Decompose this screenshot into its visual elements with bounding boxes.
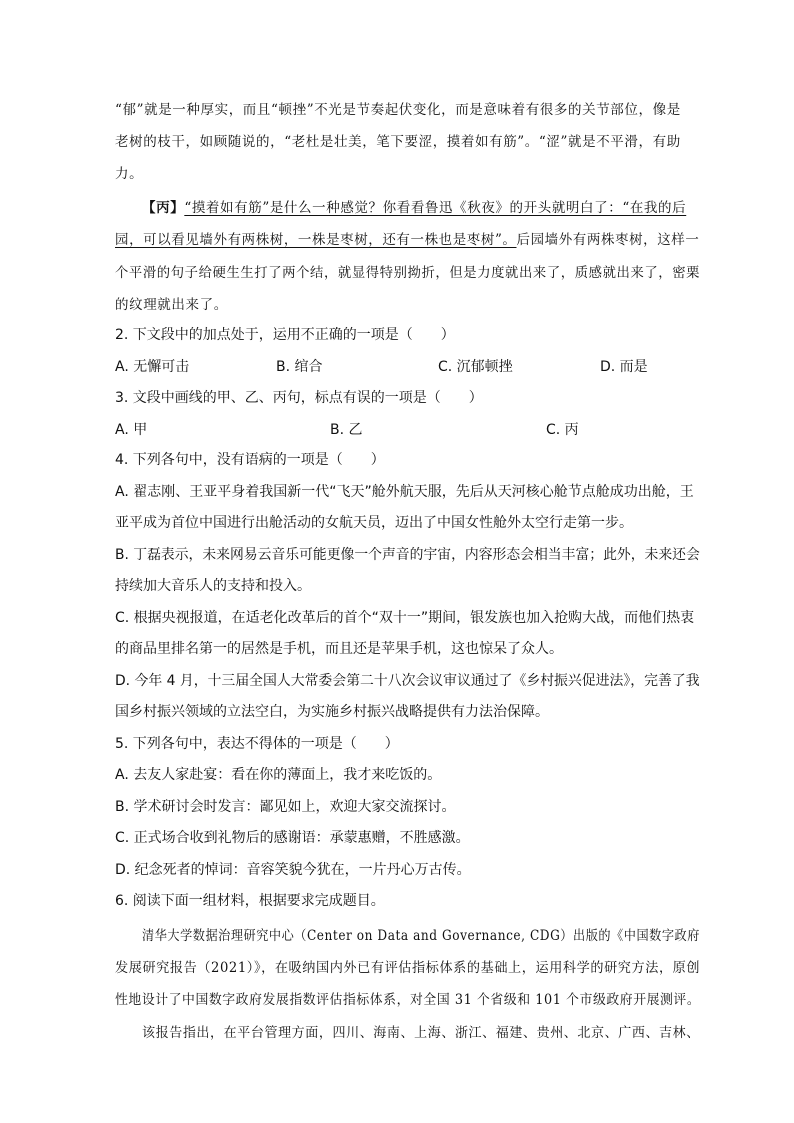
q4-option-b-line-2: 持续加大音乐人的支持和投入。 <box>115 578 311 594</box>
q4-option-a-line-1: A. 翟志刚、王亚平身着我国新一代“飞天”舱外航天服，先后从天河核心舱节点舱成功出舱，王 <box>115 484 694 500</box>
q2-option-c: C. 沉郁顿挫 <box>438 359 513 375</box>
q4-option-b-line-1: B. 丁磊表示，未来网易云音乐可能更像一个声音的宇宙，内容形态会相当丰富；此外，未来还会 <box>115 547 700 563</box>
q4-option-a-line-2: 亚平成为首位中国进行出舱活动的女航天员，迈出了中国女性舱外太空行走第一步。 <box>115 515 633 531</box>
passage-p2-line-4: 的纹理就出来了。 <box>115 297 228 313</box>
q3-option-b: B. 乙 <box>330 422 363 438</box>
q5-option-c: C. 正式场合收到礼物后的感谢语：承蒙惠赠，不胜感激。 <box>115 830 470 846</box>
q6-material-1-line-2: 发展研究报告（2021）》，在吸纳国内外已有评估指标体系的基础上，运用科学的研究方法，原创 <box>115 960 701 976</box>
q4-option-c-line-2: 的商品里排名第一的居然是手机，而且还是苹果手机，这也惊呆了众人。 <box>115 641 563 657</box>
q2-stem: 2. 下文段中的加点处于，运用不正确的一项是（ ） <box>115 327 455 343</box>
passage-p2-line-2 <box>115 228 699 248</box>
q5-option-b: B. 学术研讨会时发言：鄙见如上，欢迎大家交流探讨。 <box>115 799 456 815</box>
q4-option-d-line-2: 国乡村振兴领域的立法空白，为实施乡村振兴战略提供有力法治保障。 <box>115 704 549 720</box>
passage-p1-line-3: 力。 <box>115 166 144 182</box>
passage-p2-rest: 后园墙外有两株枣树，这样一 <box>516 232 700 248</box>
q3-option-c: C. 丙 <box>546 422 579 438</box>
label-bing: 【丙】 <box>142 200 185 216</box>
q3-stem: 3. 文段中画线的甲、乙、丙句，标点有误的一项是（ ） <box>115 390 483 406</box>
passage-p1-line-1: “郁”就是一种厚实，而且“顿挫”不光是节奏起伏变化，而是意味着有很多的关节部位，像是 <box>115 102 681 118</box>
q4-option-d-line-1: D. 今年 4 月，十三届全国人大常委会第二十八次会议审议通过了《乡村振兴促进法》，完善了我 <box>115 673 700 689</box>
q2-option-a: A. 无懈可击 <box>115 359 190 375</box>
underlined-sentence-bing-1: “摸着如有筋”是什么一种感觉？你看看鲁迅《秋夜》的开头就明白了：“在我的后 <box>184 200 687 216</box>
q3-option-a: A. 甲 <box>115 422 148 438</box>
q4-stem: 4. 下列各句中，没有语病的一项是（ ） <box>115 452 385 468</box>
passage-p2-line-1 <box>142 196 686 216</box>
passage-p2-line-3: 个平滑的句子给硬生生打了两个结，就显得特别拗折，但是力度就出来了，质感就出来了，密栗 <box>115 265 701 281</box>
q4-option-c-line-1: C. 根据央视报道，在适老化改革后的首个“双十一”期间，银发族也加入抢购大战，而他们热衷 <box>115 610 695 626</box>
q5-option-a: A. 去友人家赴宴：看在你的薄面上，我才来吃饭的。 <box>115 767 442 783</box>
q6-material-2-line-1: 该报告指出，在平台管理方面，四川、海南、上海、浙江、福建、贵州、北京、广西、吉林、 <box>142 1025 700 1041</box>
q2-option-d: D. 而是 <box>600 359 648 375</box>
passage-p1-line-2: 老树的枝干，如顾随说的，“老杜是壮美，笔下要涩，摸着如有筋”。“涩”就是不平滑，有助 <box>115 134 681 150</box>
q6-material-1-line-1: 清华大学数据治理研究中心（Center on Data and Governance, CDG）出版的《中国数字政府 <box>142 928 700 944</box>
q6-stem: 6. 阅读下面一组材料，根据要求完成题目。 <box>115 893 385 909</box>
q5-option-d: D. 纪念死者的悼词：音容笑貌今犹在，一片丹心万古传。 <box>115 862 471 878</box>
underlined-sentence-bing-2: 园，可以看见墙外有两株树，一株是枣树，还有一株也是枣树”。 <box>115 232 517 248</box>
q2-option-b: B. 绾合 <box>276 359 323 375</box>
q6-material-1-line-3: 性地设计了中国数字政府发展指数评估指标体系，对全国 31 个省级和 101 个市级政府开展测评。 <box>115 992 701 1008</box>
q5-stem: 5. 下列各句中，表达不得体的一项是（ ） <box>115 736 399 752</box>
